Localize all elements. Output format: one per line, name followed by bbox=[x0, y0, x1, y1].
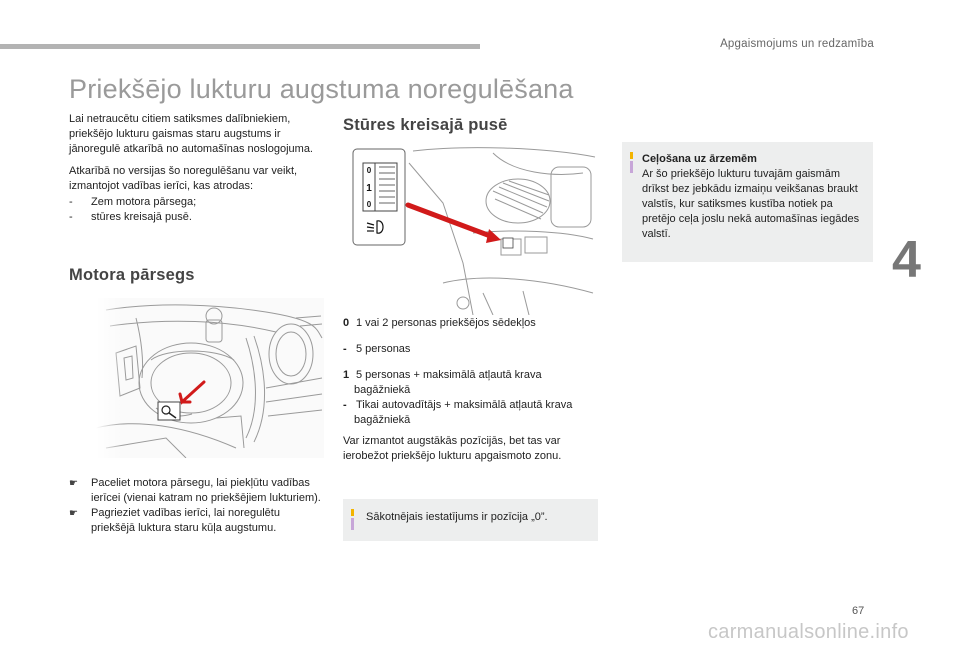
position-note: Var izmantot augstākās pozīcijās, bet tas var ierobežot priekšējo lukturu apgaismoto zonu. bbox=[343, 435, 562, 462]
section-label: Apgaismojums un redzamība bbox=[720, 38, 874, 50]
step-item: ☛ Paceliet motora pārsegu, lai piekļūtu vadības ierīcei (vienai katram no priekšējiem lukturiem). bbox=[69, 477, 321, 504]
intro-block bbox=[69, 112, 324, 225]
info-icon-bar bbox=[351, 509, 354, 516]
hand-pointer-icon: ☛ bbox=[69, 508, 78, 519]
position-item: - Tikai autovadītājs + maksimālā atļautā krava bagāžniekā bbox=[343, 399, 573, 426]
engine-steps bbox=[69, 476, 324, 536]
step-item: ☛ Pagrieziet vadības ierīci, lai noregulētu priekšējā luktura staru kūļa augstumu. bbox=[69, 507, 280, 534]
info-icon-bar bbox=[630, 161, 633, 173]
info-icon-bar bbox=[630, 152, 633, 159]
info-text: Sākotnējais iestatījums ir pozīcija „0”. bbox=[366, 511, 548, 523]
info-box-abroad bbox=[622, 142, 873, 262]
engine-illustration bbox=[96, 298, 324, 458]
intro-paragraph-1: Lai netraucētu citiem satiksmes dalībniekiem, priekšējo lukturu gaismas staru augstums ir jānoregulē atkarībā no automašīnas noslogojuma. bbox=[69, 113, 313, 155]
position-item: 0 1 vai 2 personas priekšējos sēdekļos bbox=[343, 317, 536, 329]
chapter-number: 4 bbox=[892, 231, 921, 289]
dial-label: 0 bbox=[366, 166, 372, 175]
location-list bbox=[69, 195, 324, 225]
dial-label: 0 bbox=[366, 200, 372, 209]
page-number: 67 bbox=[852, 605, 865, 617]
intro-paragraph-2: Atkarībā no versijas šo noregulēšanu var veikt, izmantojot vadības ierīci, kas atrodas: bbox=[69, 165, 298, 192]
engine-heading: Motora pārsegs bbox=[69, 266, 195, 284]
info-box-default bbox=[343, 499, 598, 541]
dash-marker: - bbox=[69, 196, 73, 208]
dashboard-illustration bbox=[343, 143, 598, 315]
info-text: Ar šo priekšējo lukturu tuvajām gaismām drīkst bez jebkādu izmaiņu veikšanas braukt valstīs, kur satiksmes kustība notiek pa pretējo ceļa joslu nekā automašīnas iegādes valstī. bbox=[642, 168, 860, 240]
steering-heading: Stūres kreisajā pusē bbox=[343, 116, 508, 134]
position-item: - 5 personas bbox=[343, 343, 411, 355]
hand-pointer-icon: ☛ bbox=[69, 478, 78, 489]
dash-marker: - bbox=[69, 211, 73, 223]
dial-label: 1 bbox=[366, 183, 372, 194]
position-item: 1 5 personas + maksimālā atļautā krava bagāžniekā bbox=[343, 369, 542, 396]
info-title: Ceļošana uz ārzemēm bbox=[642, 153, 757, 165]
watermark: carmanualsonline.info bbox=[708, 621, 909, 643]
page-title: Priekšējo lukturu augstuma noregulēšana bbox=[69, 74, 574, 104]
info-icon-bar bbox=[351, 518, 354, 530]
list-item: - stūres kreisajā pusē. bbox=[69, 211, 192, 223]
headlamp-dial-inset bbox=[353, 149, 405, 245]
list-item: - Zem motora pārsega; bbox=[69, 196, 197, 208]
header-rule bbox=[0, 44, 480, 49]
position-list bbox=[343, 316, 598, 428]
